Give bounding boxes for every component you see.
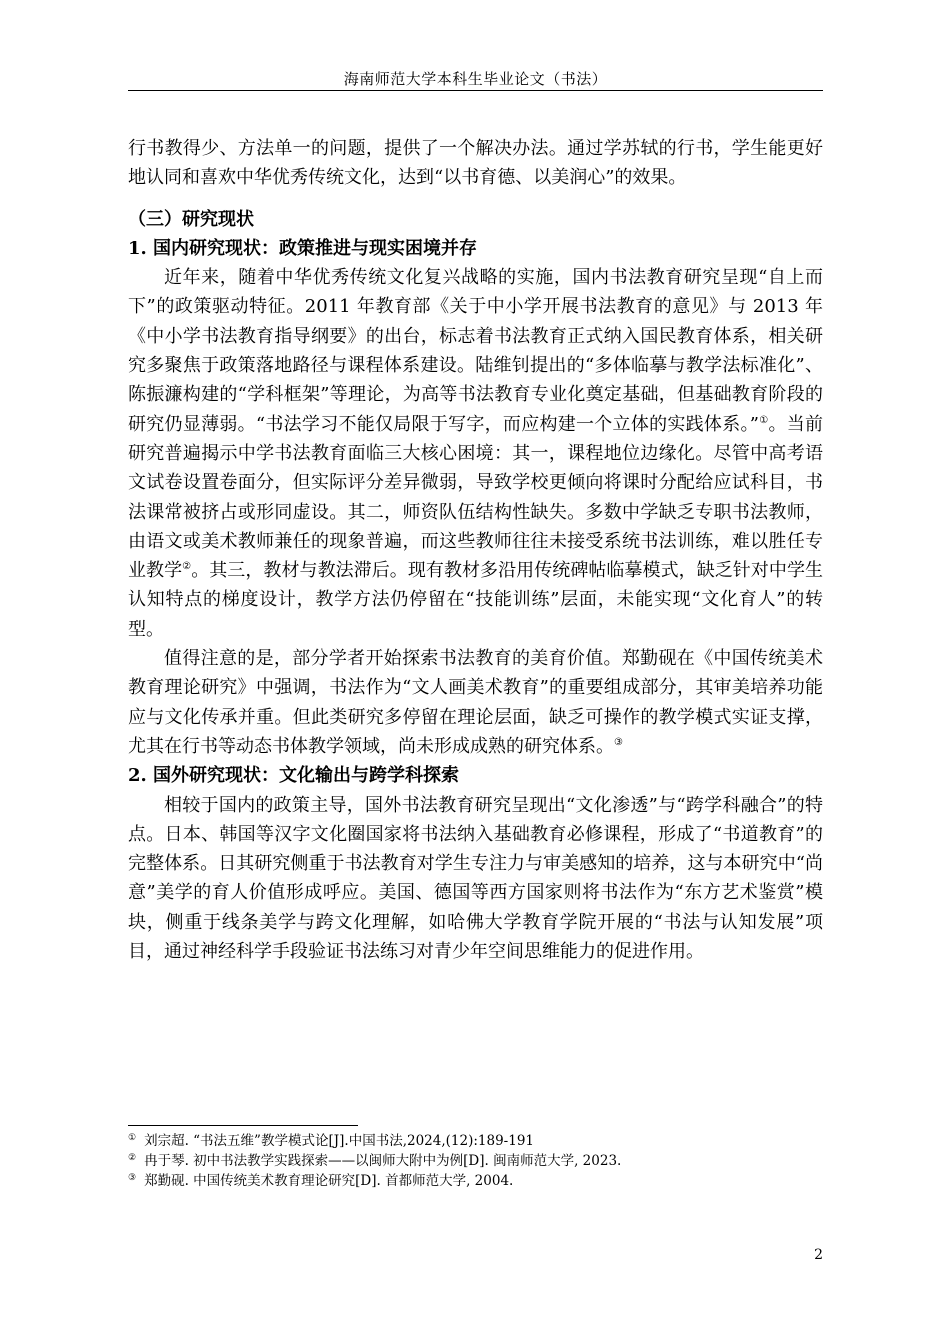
footnote-item <box>128 1131 823 1151</box>
section-heading: （三）研究现状 <box>128 208 254 230</box>
page-number: 2 <box>814 1247 823 1263</box>
subsection-heading-domestic: 1. 国内研究现状：政策推进与现实困境并存 <box>128 237 478 259</box>
footnote-mark: ③ <box>128 1172 137 1183</box>
header-divider <box>128 90 823 91</box>
paragraph-foreign-status: 相较于国内的政策主导，国外书法教育研究呈现出“文化渗透”与“跨学科融合”的特点。日本、韩国等汉字文化圈国家将书法纳入基础教育必修课程，形成了“书道教育”的完整体系。日其研究侧重于书法教育对学生专注力与审美感知的培养，这与本研究中“尚意”美学的育人价值形成呼应。美国、德国等西方国家则将书法作为“东方艺术鉴赏”模块，侧重于线条美学与跨文化理解，如哈佛大学教育学院开展的“书法与认知发展”项目，通过神经科学手段验证书法练习对青少年空间思维能力的促进作用。 <box>128 794 823 963</box>
footnote-mark: ② <box>128 1152 137 1163</box>
footnote-text: 刘宗超. “书法五维”教学模式论[J].中国书法,2024,(12):189-191 <box>144 1133 534 1149</box>
subsection-heading-foreign: 2. 国外研究现状：文化输出与跨学科探索 <box>128 765 460 787</box>
paragraph-text: 近年来，随着中华优秀传统文化复兴战略的实施，国内书法教育研究呈现“自上而下”的政策驱动特征。2011 年教育部《关于中小学开展书法教育的意见》与 2013 年《中小学书法教育指导纲要》的出台，标志着书法教育正式纳入国民教育体系，相关研究多聚焦于政策落地路径与课程体系建设。陆维钊提出的“多体临摹与教学法标准化”、陈振濂构建的“学科框架”等理论，为高等书法教育专业化奠定基础，但基础教育阶段的研究仍显薄弱。“书法学习不能仅局限于写字，而应构建一个立体的实践体系。” <box>128 267 823 435</box>
footnote-ref-1[interactable]: ① <box>758 414 769 426</box>
footnote-item <box>128 1171 823 1191</box>
footnote-text: 郑勤砚. 中国传统美术教育理论研究[D]. 首都师范大学, 2004. <box>144 1173 514 1189</box>
paragraph-text: 。其三，教材与教法滞后。现有教材多沿用传统碑帖临摹模式，缺乏针对中学生认知特点的梯度设计，教学方法仍停留在“技能训练”层面，未能实现“文化育人”的转型。 <box>128 560 824 640</box>
paragraph-text: 。当前研究普遍揭示中学书法教育面临三大核心困境：其一，课程地位边缘化。尽管中高考语文试卷设置卷面分，但实际评分差异微弱，导致学校更倾向将课时分配给应试科目，书法课常被挤占或形同虚设。其二，师资队伍结构性缺失。多数中学缺乏专职书法教师，由语文或美术教师兼任的现象普遍，而这些教师往往未接受系统书法训练，难以胜任专业教学 <box>128 413 823 582</box>
paragraph-aesthetic-value <box>128 644 823 761</box>
footnote-item <box>128 1151 823 1171</box>
body-text <box>128 134 823 966</box>
paragraph-domestic-status <box>128 263 823 644</box>
page-header: 海南师范大学本科生毕业论文（书法） <box>343 70 608 88</box>
paragraph-continuation: 行书教得少、方法单一的问题，提供了一个解决办法。通过学苏轼的行书，学生能更好地认同和喜欢中华优秀传统文化，达到“以书育德、以美润心”的效果。 <box>128 138 823 189</box>
footnote-ref-3[interactable]: ③ <box>614 736 623 748</box>
paragraph-text: 值得注意的是，部分学者开始探索书法教育的美育价值。郑勤砚在《中国传统美术教育理论研究》中强调，书法作为“文人画美术教育”的重要组成部分，其审美培养功能应与文化传承并重。但此类研究多停留在理论层面，缺乏可操作的教学模式实证支撑，尤其在行书等动态书体教学领域，尚未形成成熟的研究体系。 <box>128 648 823 757</box>
footnote-divider <box>128 1125 358 1126</box>
footnotes <box>128 1131 823 1191</box>
footnote-text: 冉于琴. 初中书法教学实践探索——以闽师大附中为例[D]. 闽南师范大学, 2023. <box>144 1153 622 1169</box>
footnote-ref-2[interactable]: ② <box>182 561 192 573</box>
footnote-mark: ① <box>128 1132 137 1143</box>
